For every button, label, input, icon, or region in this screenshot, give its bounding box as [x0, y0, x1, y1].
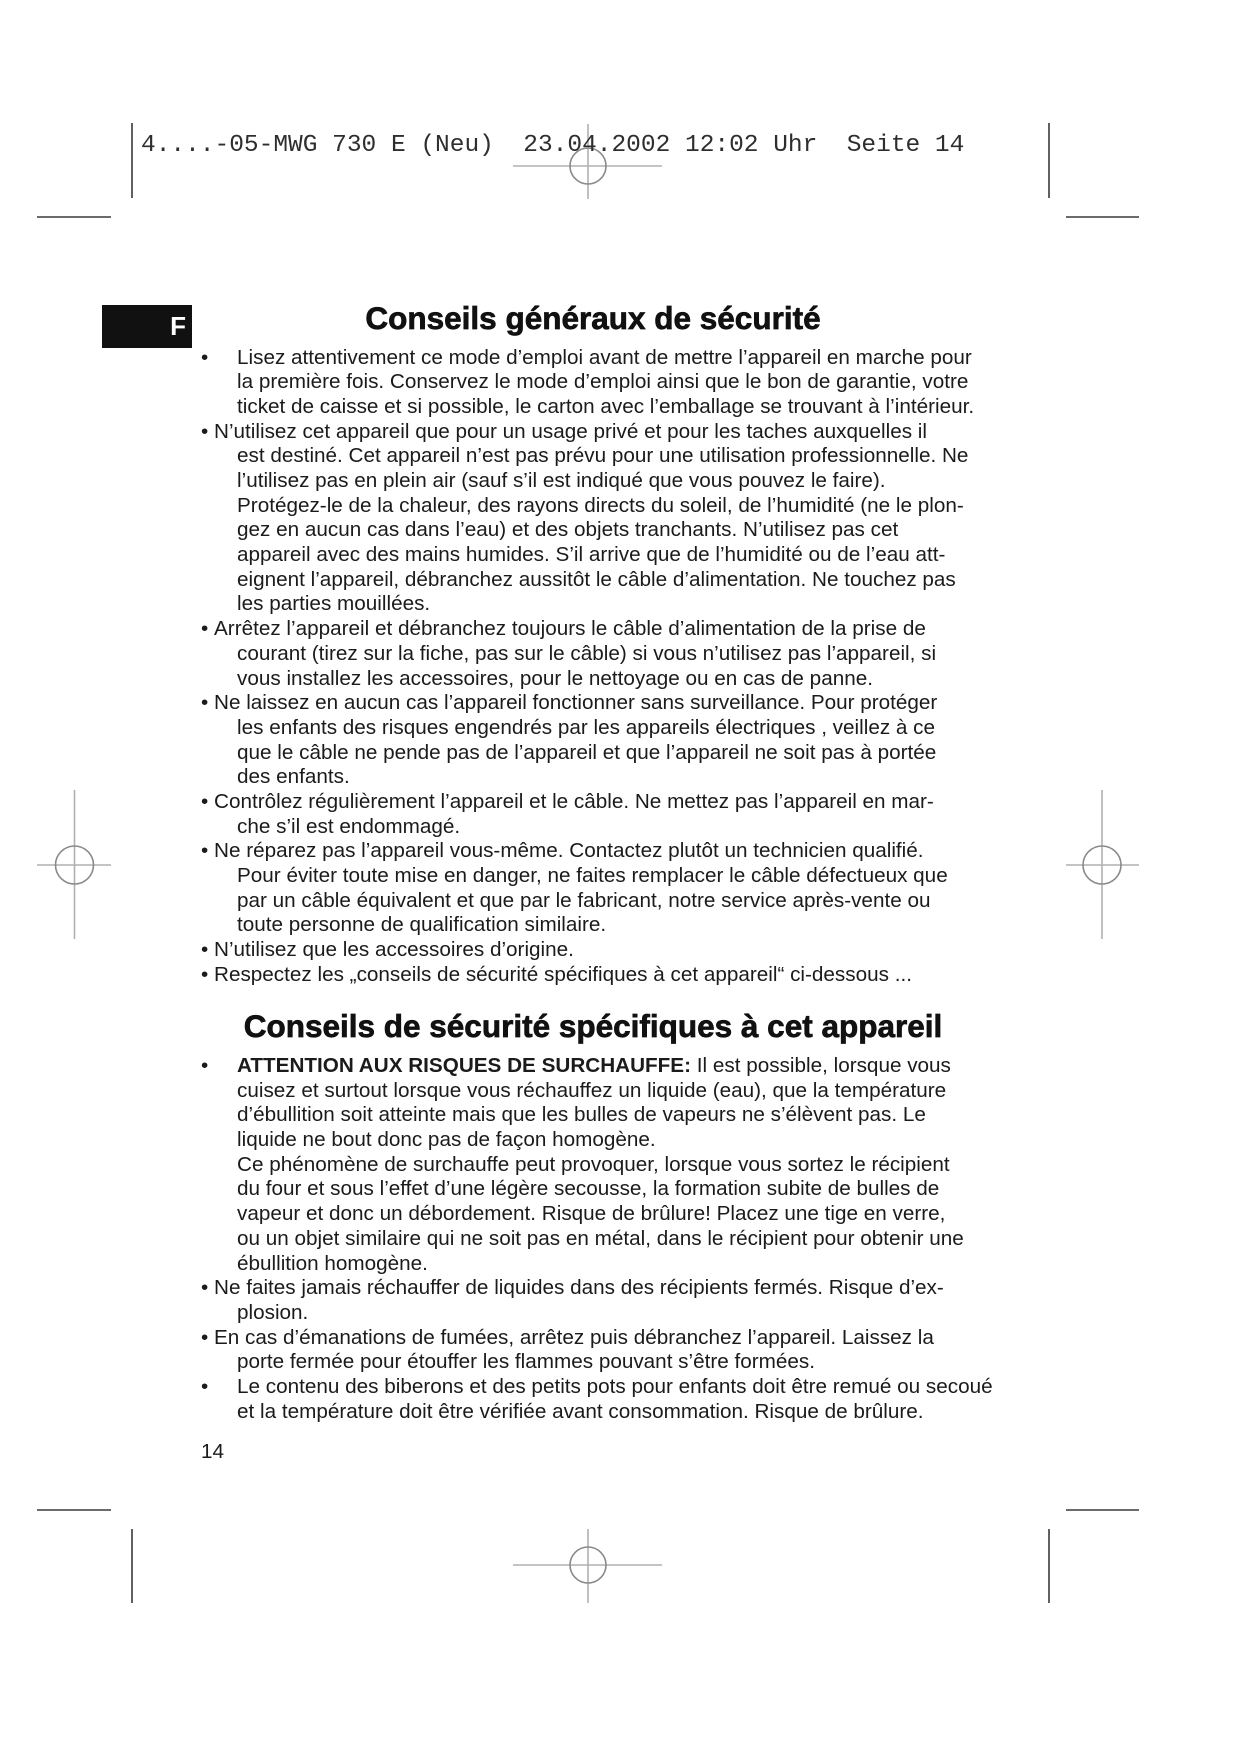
text-line: l’utilisez pas en plein air (sauf s’il est indiqué que vous pouvez le faire).: [237, 469, 886, 493]
text-line: Contrôlez régulièrement l’appareil et le câble. Ne mettez pas l’appareil en mar-: [214, 789, 934, 813]
text-line: les enfants des risques engendrés par les appareils électriques , veillez à ce: [237, 715, 936, 739]
safety-instruction: [201, 938, 1021, 963]
text-line-with-lead: [201, 1054, 1021, 1079]
safety-instruction: [201, 839, 1021, 938]
text-line: Ne réparez pas l’appareil vous-même. Contactez plutôt un technicien qualifié.: [214, 839, 924, 863]
section-title-general: Conseils généraux de sécurité: [365, 300, 821, 336]
text-line: toute personne de qualification similaire.: [237, 913, 607, 937]
text-line: Le contenu des biberons et des petits pots pour enfants doit être remué ou secoué: [237, 1374, 993, 1398]
bullet-icon: •: [201, 345, 209, 369]
text-line: par un câble équivalent et que par le fabricant, notre service après-vente ou: [237, 888, 931, 912]
page-number: 14: [201, 1440, 225, 1463]
general-safety-list: [201, 346, 1021, 988]
text-line: N’utilisez que les accessoires d’origine.: [214, 938, 574, 962]
bullet-icon: •: [201, 938, 209, 962]
text-line: vous installez les accessoires, pour le nettoyage ou en cas de panne.: [237, 666, 873, 690]
safety-instruction: [201, 691, 1021, 790]
text-line: les parties mouillées.: [237, 592, 431, 616]
safety-instruction: [201, 346, 1021, 420]
text-line: Respectez les „conseils de sécurité spécifiques à cet appareil“ ci-dessous ...: [214, 962, 912, 986]
bullet-icon: •: [201, 1374, 209, 1398]
text-line: Pour éviter toute mise en danger, ne faites remplacer le câble défectueux que: [237, 864, 948, 888]
text-line: porte fermée pour étouffer les flammes pouvant s’être formées.: [237, 1350, 815, 1374]
text-line: est destiné. Cet appareil n’est pas prévu pour une utilisation professionnelle. Ne: [237, 444, 969, 468]
safety-instruction: [201, 1326, 1021, 1375]
text-line: plosion.: [237, 1300, 309, 1324]
text-line: la première fois. Conservez le mode d’emploi ainsi que le bon de garantie, votre: [237, 370, 969, 394]
text-line: N’utilisez cet appareil que pour un usage privé et pour les taches auxquelles il: [214, 419, 927, 443]
text-line: eignent l’appareil, débranchez aussitôt le câble d’alimentation. Ne touchez pas: [237, 567, 956, 591]
safety-instruction: [201, 790, 1021, 839]
text-line: du four et sous l’effet d’une légère secousse, la formation subite de bulles de: [237, 1177, 940, 1201]
text-line: Ne faites jamais réchauffer de liquides dans des récipients fermés. Risque d’ex-: [214, 1276, 944, 1300]
text-line: En cas d’émanations de fumées, arrêtez puis débranchez l’appareil. Laissez la: [214, 1325, 934, 1349]
registration-mark-left: [37, 790, 111, 939]
print-slug: 4....-05-MWG 730 E (Neu) 23.04.2002 12:02 Uhr Seite 14: [141, 132, 965, 159]
language-tab-label: F: [170, 311, 186, 341]
bullet-icon: •: [201, 691, 209, 715]
warning-lead: ATTENTION AUX RISQUES DE SURCHAUFFE:: [237, 1054, 691, 1077]
text-line: ou un objet similaire qui ne soit pas en métal, dans le récipient pour obtenir une: [237, 1226, 964, 1250]
text-line: ticket de caisse et si possible, le carton avec l’emballage se trouvant à l’intérieur.: [237, 394, 975, 418]
bullet-icon: •: [201, 1054, 209, 1077]
text-line: Il est possible, lorsque vous: [696, 1054, 951, 1077]
bullet-icon: •: [201, 962, 209, 986]
safety-instruction: [201, 1276, 1021, 1325]
text-line: Ne laissez en aucun cas l’appareil fonctionner sans surveillance. Pour protéger: [214, 691, 938, 715]
bullet-icon: •: [201, 789, 209, 813]
text-line: Lisez attentivement ce mode d’emploi avant de mettre l’appareil en marche pour: [237, 345, 972, 369]
text-line: Arrêtez l’appareil et débranchez toujours le câble d’alimentation de la prise de: [214, 617, 926, 641]
safety-instruction: [201, 1054, 1021, 1276]
text-line: d’ébullition soit atteinte mais que les bulles de vapeurs ne s’élèvent pas. Le: [237, 1103, 926, 1127]
registration-mark-bottom: [513, 1529, 662, 1603]
bullet-icon: •: [201, 1325, 209, 1349]
text-line: courant (tirez sur la fiche, pas sur le câble) si vous n’utilisez pas l’appareil, si: [237, 641, 937, 665]
bullet-icon: •: [201, 839, 209, 863]
text-line: gez en aucun cas dans l’eau) et des objets tranchants. N’utilisez pas cet: [237, 518, 899, 542]
safety-instruction: [201, 1375, 1021, 1424]
text-line: ébullition homogène.: [237, 1251, 428, 1275]
safety-instruction: [201, 420, 1021, 618]
text-line: Protégez-le de la chaleur, des rayons directs du soleil, de l’humidité (ne le plon-: [237, 493, 964, 517]
bullet-icon: •: [201, 617, 209, 641]
text-line: cuisez et surtout lorsque vous réchauffez un liquide (eau), que la température: [237, 1078, 947, 1102]
text-line: che s’il est endommagé.: [237, 814, 461, 838]
text-line: Ce phénomène de surchauffe peut provoquer, lorsque vous sortez le récipient: [237, 1152, 950, 1176]
text-line: que le câble ne pende pas de l’appareil et que l’appareil ne soit pas à portée: [237, 740, 937, 764]
safety-instruction: [201, 617, 1021, 691]
registration-mark-right: [1066, 790, 1139, 939]
bullet-icon: •: [201, 1276, 209, 1300]
text-line: des enfants.: [237, 765, 350, 789]
text-line: vapeur et donc un débordement. Risque de brûlure! Placez une tige en verre,: [237, 1202, 946, 1226]
text-line: et la température doit être vérifiée avant consommation. Risque de brûlure.: [237, 1399, 924, 1423]
text-line: liquide ne bout donc pas de façon homogène.: [237, 1128, 656, 1152]
safety-instruction: [201, 963, 1021, 988]
bullet-icon: •: [201, 419, 209, 443]
specific-safety-list: [201, 1054, 1021, 1424]
text-line: appareil avec des mains humides. S’il arrive que de l’humidité ou de l’eau att-: [237, 543, 946, 567]
section-title-specific: Conseils de sécurité spécifiques à cet appareil: [243, 1008, 943, 1044]
